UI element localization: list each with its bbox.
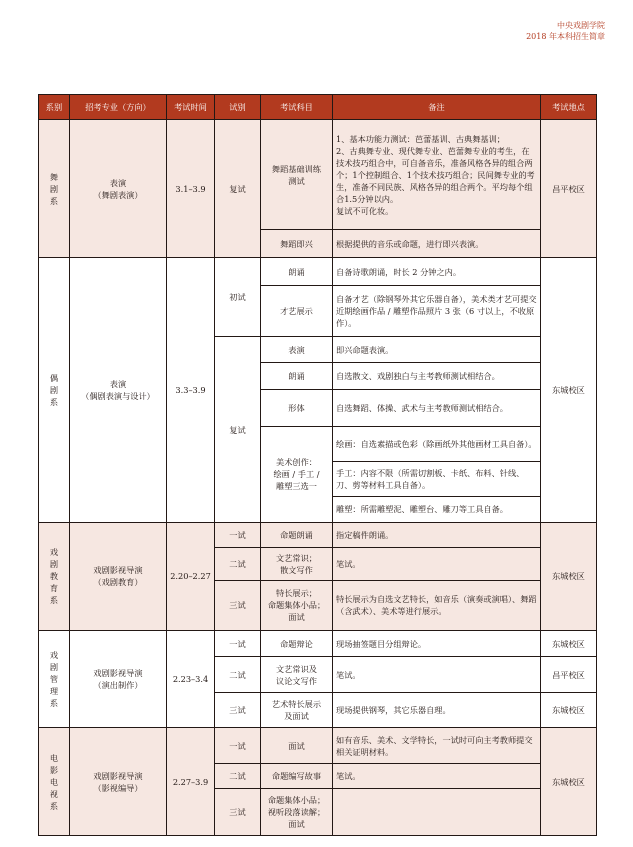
school-name: 中央戏剧学院 [557,21,605,30]
note-cell: 自选散文、戏剧独白与主考教师测试相结合。 [333,363,541,389]
location-cell: 东城校区 [541,523,597,631]
round-cell: 三试 [215,581,261,631]
col-header-location: 考试地点 [541,95,597,120]
col-header-note: 备注 [333,95,541,120]
round-cell: 三试 [215,693,261,728]
round-cell: 一试 [215,630,261,656]
col-header-round: 试别 [215,95,261,120]
major-cell: 戏剧影视导演 （演出制作） [70,630,167,727]
table-row [39,523,597,548]
note-cell: 指定稿件朗诵。 [333,523,541,548]
subject-cell: 命题集体小品； 视听段落读解； 面试 [261,789,333,836]
subject-cell: 表演 [261,337,333,363]
admission-schedule-table [38,94,597,836]
brochure-title: 2018 年本科招生简章 [526,32,605,41]
note-cell: 自备诗歌朗诵，时长 2 分钟之内。 [333,257,541,286]
location-cell: 昌平校区 [541,657,597,693]
round-cell: 二试 [215,763,261,788]
note-cell: 笔试。 [333,657,541,693]
note-cell: 根据提供的音乐或命题，进行即兴表演。 [333,230,541,257]
subject-cell: 特长展示； 命题集体小品； 面试 [261,581,333,631]
note-cell: 即兴命题表演。 [333,337,541,363]
dept-cell: 戏剧教育系 [49,547,59,606]
subject-cell: 命题辩论 [261,630,333,656]
subject-cell: 命题编写故事 [261,763,333,788]
subject-cell: 才艺展示 [261,286,333,337]
location-cell: 东城校区 [541,728,597,836]
round-cell: 一试 [215,523,261,548]
time-cell: 2.20–2.27 [167,523,215,631]
subject-cell: 美术创作： 绘画 / 手工 / 雕塑三选一 [261,426,333,522]
subject-cell: 艺术特长展示 及面试 [261,693,333,728]
subject-cell: 舞蹈基础训练 测试 [261,120,333,230]
time-cell: 3.3–3.9 [167,257,215,522]
note-cell: 雕塑：所需雕塑泥、雕塑台、雕刀等工具自备。 [333,496,541,522]
note-cell: 手工：内容不限（所需切割板、卡纸、布料、针线、刀、剪等材料工具自备）。 [333,461,541,496]
location-cell: 昌平校区 [541,120,597,257]
note-cell: 自备才艺（除钢琴外其它乐器自备），美术类才艺可提交近期绘画作品 / 雕塑作品照片 3 张（6 寸以上，不收原作）。 [333,286,541,337]
note-cell: 笔试。 [333,548,541,581]
major-cell: 戏剧影视导演 （影视编导） [70,728,167,836]
round-cell: 二试 [215,548,261,581]
major-cell: 表演 （偶剧表演与设计） [70,257,167,522]
dept-cell: 偶剧系 [49,372,59,407]
dept-cell: 电影电视系 [49,752,59,811]
location-cell: 东城校区 [541,693,597,728]
dept-cell: 舞剧系 [49,171,59,206]
subject-cell: 文艺常识及 议论文写作 [261,657,333,693]
col-header-subject: 考试科目 [261,95,333,120]
subject-cell: 形体 [261,389,333,426]
round-cell: 初试 [215,257,261,336]
table-row [39,728,597,764]
subject-cell: 朗诵 [261,257,333,286]
note-cell: 自选舞蹈、体操、武术与主考教师测试相结合。 [333,389,541,426]
round-cell: 一试 [215,728,261,764]
subject-cell: 面试 [261,728,333,764]
page-header [526,20,605,42]
note-cell: 如有音乐、美术、文学特长，一试时可向主考教师提交相关证明材料。 [333,728,541,764]
subject-cell: 舞蹈即兴 [261,230,333,257]
location-cell: 东城校区 [541,630,597,656]
table-header-row [39,95,597,120]
note-cell: 笔试。 [333,763,541,788]
table-row [39,120,597,230]
note-cell [333,789,541,836]
table-row [39,630,597,656]
note-cell: 1、基本功能力测试：芭蕾基训、古典舞基训； 2、古典舞专业、现代舞专业、芭蕾舞专业的考生，在技术技巧组合中，可自备音乐，准备风格各异的组合两个；1个控制组合、1个技术技巧组合；民间舞专业的考生，准备不同民族、风格各异的组合两个。平均每个组合1.5分钟以内。 复试不可化妆。 [333,120,541,230]
round-cell: 复试 [215,337,261,523]
time-cell: 2.23–3.4 [167,630,215,727]
subject-cell: 朗诵 [261,363,333,389]
note-cell: 现场抽签题目分组辩论。 [333,630,541,656]
col-header-dept: 系别 [39,95,70,120]
col-header-time: 考试时间 [167,95,215,120]
location-cell: 东城校区 [541,257,597,522]
round-cell: 复试 [215,120,261,257]
col-header-major: 招考专业（方向） [70,95,167,120]
major-cell: 戏剧影视导演 （戏剧教育） [70,523,167,631]
round-cell: 三试 [215,789,261,836]
dept-cell: 戏剧管理系 [49,649,59,708]
note-cell: 绘画：自选素描或色彩（除画纸外其他画材工具自备）。 [333,426,541,461]
note-cell: 现场提供钢琴，其它乐器自理。 [333,693,541,728]
note-cell: 特长展示为自选文艺特长，如音乐（演奏或演唱）、舞蹈（含武术）、美术等进行展示。 [333,581,541,631]
major-cell: 表演 （舞剧表演） [70,120,167,257]
round-cell: 二试 [215,657,261,693]
subject-cell: 文艺常识； 散文写作 [261,548,333,581]
time-cell: 3.1–3.9 [167,120,215,257]
table-row [39,257,597,286]
time-cell: 2.27–3.9 [167,728,215,836]
subject-cell: 命题朗诵 [261,523,333,548]
